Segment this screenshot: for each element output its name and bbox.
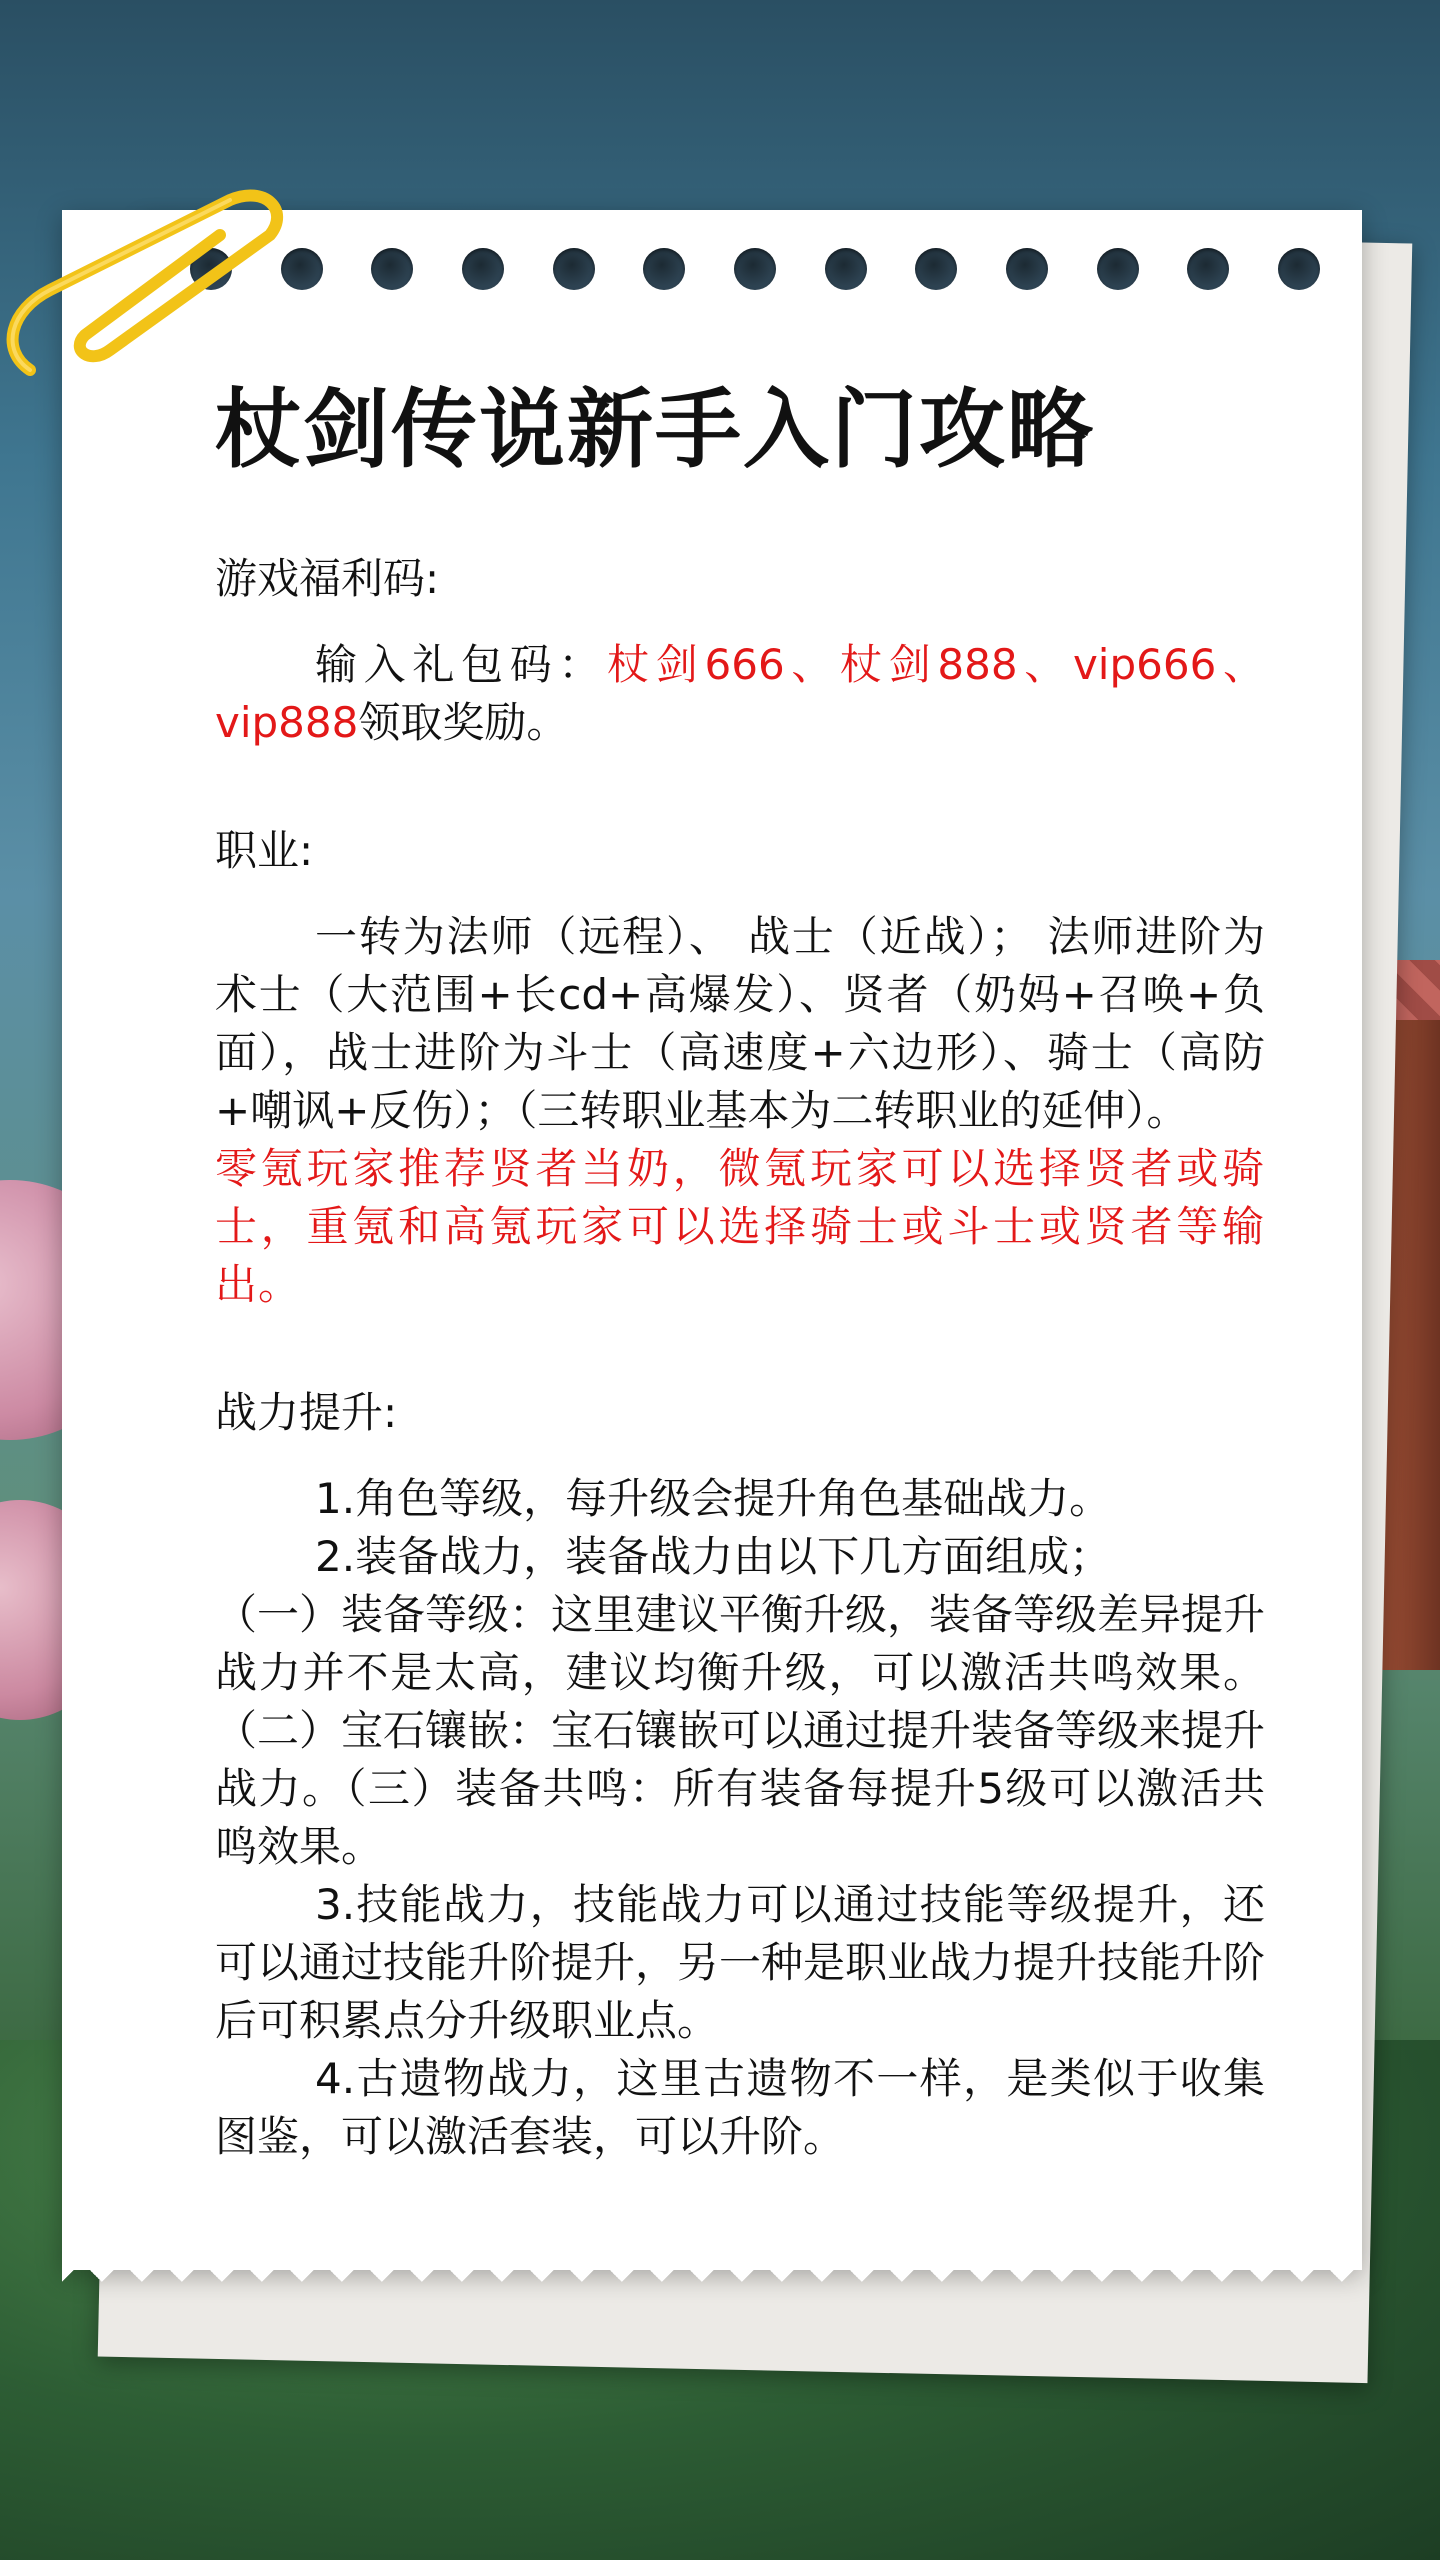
- binder-hole: [553, 248, 595, 290]
- section-heading: 战力提升:: [215, 1388, 398, 1437]
- guide-content: [215, 380, 1265, 2166]
- binder-hole: [462, 248, 504, 290]
- binder-hole: [915, 248, 957, 290]
- power-item-2-detail: （一）装备等级：这里建议平衡升级，装备等级差异提升战力并不是太高，建议均衡升级，可以激活共鸣效果。（二）宝石镶嵌：宝石镶嵌可以通过提升装备等级来提升战力。（三）装备共鸣：所有装备每提升5级可以激活共鸣效果。: [215, 1590, 1266, 1871]
- binder-hole: [734, 248, 776, 290]
- career-paragraph: 一转为法师（远程）、 战士（近战）； 法师进阶为术士（大范围+长cd+高爆发）、贤者（奶妈+召唤+负面），战士进阶为斗士（高速度+六边形）、骑士（高防+嘲讽+反伤）；（三转职业基本为二转职业的延伸）。: [215, 912, 1265, 1135]
- power-item-2: 2.装备战力，装备战力由以下几方面组成；: [315, 1532, 1112, 1581]
- paperclip-icon: [0, 180, 300, 410]
- binder-hole: [371, 248, 413, 290]
- section-codes: [215, 550, 1265, 752]
- section-heading: 职业:: [215, 826, 314, 875]
- codes-suffix: 领取奖励。: [358, 698, 569, 747]
- binder-holes: [190, 248, 1320, 298]
- power-item-1: 1.角色等级，每升级会提升角色基础战力。: [315, 1474, 1112, 1523]
- codes-paragraph: [215, 636, 1265, 752]
- binder-hole: [1187, 248, 1229, 290]
- career-tip: 零氪玩家推荐贤者当奶，微氪玩家可以选择贤者或骑士，重氪和高氪玩家可以选择骑士或斗士或贤者等输出。: [215, 1144, 1265, 1309]
- binder-hole: [825, 248, 867, 290]
- gift-codes: 杖剑666、杖剑888、vip666、vip888: [215, 640, 1265, 747]
- codes-prefix: 输入礼包码：: [315, 640, 608, 689]
- section-power: [215, 1384, 1265, 2166]
- binder-hole: [1006, 248, 1048, 290]
- section-heading: 游戏福利码:: [215, 554, 440, 603]
- binder-hole: [643, 248, 685, 290]
- power-item-4: 4.古遗物战力，这里古遗物不一样，是类似于收集图鉴，可以激活套装，可以升阶。: [215, 2054, 1265, 2161]
- power-item-3: 3.技能战力，技能战力可以通过技能等级提升，还可以通过技能升阶提升，另一种是职业战力提升技能升阶后可积累点分升级职业点。: [215, 1880, 1266, 2045]
- page-title: 杖剑传说新手入门攻略: [215, 380, 1095, 480]
- section-career: [215, 822, 1265, 1314]
- torn-edge: [62, 2262, 1362, 2302]
- binder-hole: [1278, 248, 1320, 290]
- binder-hole: [1097, 248, 1139, 290]
